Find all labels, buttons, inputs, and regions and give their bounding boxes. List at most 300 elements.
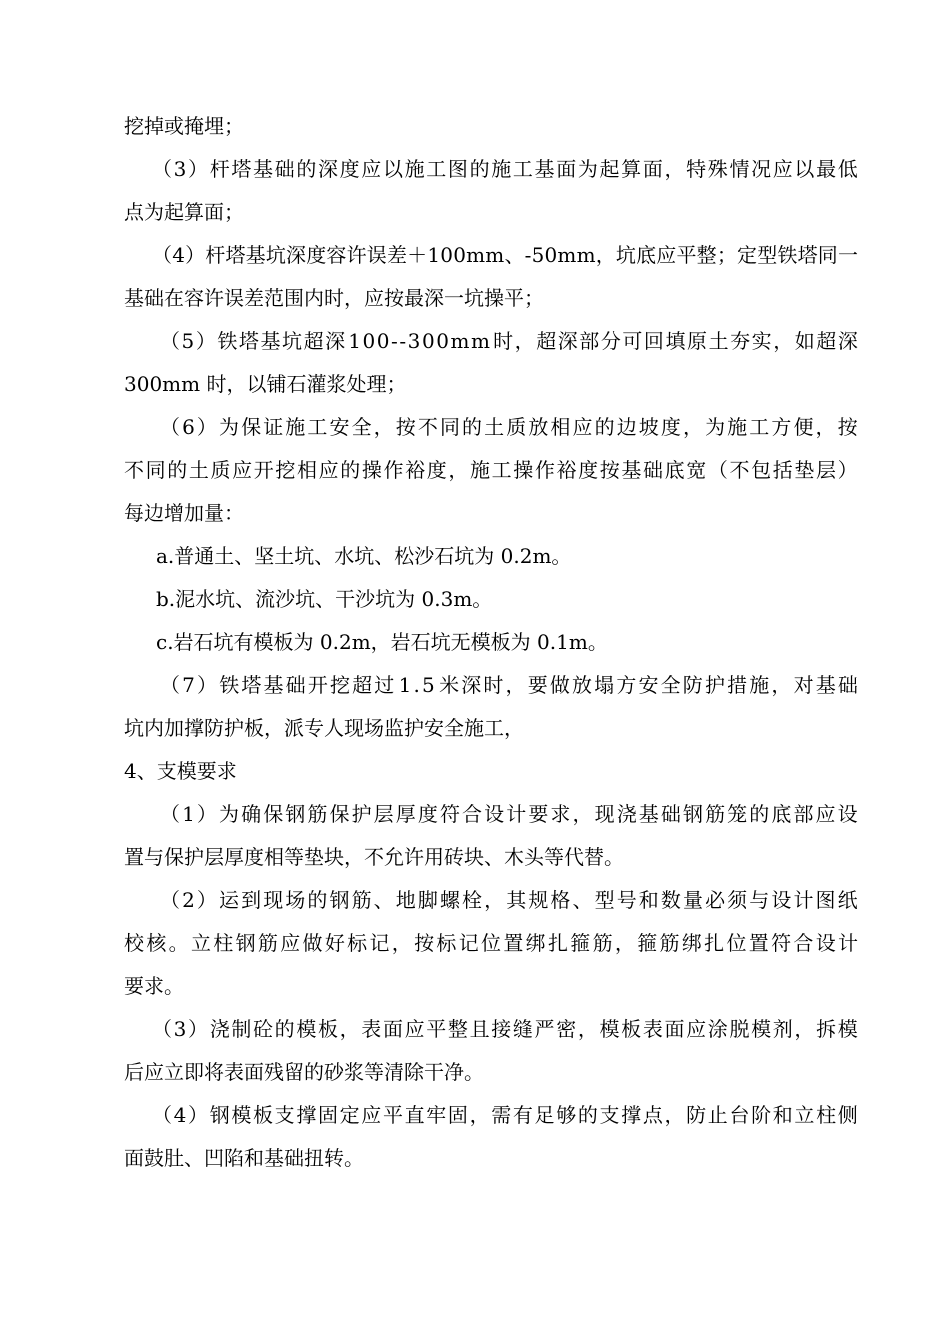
text-glyph: 作 (534, 458, 555, 482)
text-glyph: 定 (737, 243, 758, 267)
text-glyph: ， (469, 1103, 490, 1127)
text-glyph: 要 (527, 673, 548, 697)
text-glyph: 面 (664, 1017, 685, 1041)
text-glyph: 施 (285, 415, 306, 439)
text-glyph: 、 (504, 243, 525, 267)
text-glyph: 5 (422, 673, 435, 697)
text-line (124, 929, 858, 957)
text-glyph: ， (664, 157, 685, 181)
text-glyph: 垫 (794, 458, 815, 482)
text-glyph: 浇 (616, 802, 637, 826)
text-glyph: 裕 (556, 458, 577, 482)
text-glyph: 全 (351, 415, 372, 439)
text-glyph: 与 (749, 888, 770, 912)
text-glyph: 柱 (213, 931, 234, 955)
text-glyph: 点 (642, 1103, 663, 1127)
text-glyph: 操 (513, 458, 534, 482)
text-glyph: 且 (469, 1017, 490, 1041)
text-glyph: 面 (556, 157, 577, 181)
text-glyph: 塌 (594, 673, 615, 697)
text-glyph: 钢 (329, 888, 350, 912)
text-glyph: 设 (484, 802, 505, 826)
text-glyph: 护 (704, 673, 725, 697)
text-glyph: 殊 (707, 157, 728, 181)
text-glyph: 应 (404, 1017, 425, 1041)
text-glyph: 模 (231, 1103, 252, 1127)
text-glyph: 立 (190, 931, 211, 955)
text-glyph: 钢 (235, 931, 256, 955)
text-glyph: 米 (439, 673, 460, 697)
text-glyph: 施 (491, 157, 512, 181)
text-glyph: m (471, 329, 490, 353)
text-glyph: 措 (727, 673, 748, 697)
text-glyph: 厚 (395, 802, 416, 826)
text-glyph: 拆 (816, 1017, 837, 1041)
text-glyph: ， (572, 802, 593, 826)
text-glyph: ） (196, 415, 217, 439)
text-glyph: 质 (506, 415, 527, 439)
text-line (152, 241, 858, 269)
text-glyph: 可 (622, 329, 643, 353)
text-glyph: 剂 (772, 1017, 793, 1041)
text-glyph: 裕 (405, 458, 426, 482)
text-glyph: 填 (665, 329, 686, 353)
text-glyph: 质 (210, 458, 231, 482)
text-glyph: 对 (793, 673, 814, 697)
text-glyph: 筋 (351, 888, 372, 912)
text-glyph: 的 (167, 458, 188, 482)
text-glyph: 绑 (681, 931, 702, 955)
text-glyph: 土 (188, 458, 209, 482)
text-glyph: 面 (382, 1017, 403, 1041)
text-glyph: 基 (245, 243, 266, 267)
text-glyph: 支 (599, 1103, 620, 1127)
text-glyph: 记 (369, 931, 390, 955)
text-glyph: 定 (339, 1103, 360, 1127)
text-glyph: 。 (168, 931, 189, 955)
text-glyph: （ (160, 888, 180, 912)
text-glyph: 许 (346, 243, 367, 267)
text-glyph: 坡 (638, 415, 659, 439)
text-glyph: 必 (705, 888, 726, 912)
text-glyph: 按 (414, 931, 435, 955)
text-glyph: 实 (751, 329, 772, 353)
text-glyph: 同 (145, 458, 166, 482)
text-glyph: ， (448, 458, 469, 482)
text-glyph: 核 (146, 931, 167, 955)
text-glyph: 同 (817, 243, 838, 267)
text-glyph: 按 (599, 458, 620, 482)
text-glyph: 、 (572, 888, 593, 912)
text-glyph: 5 (531, 243, 545, 267)
text-glyph: . (413, 673, 420, 697)
text-glyph: 应 (318, 458, 339, 482)
text-glyph: 一 (837, 243, 858, 267)
text-glyph: 土 (484, 415, 505, 439)
text-glyph: 应 (686, 1017, 707, 1041)
text-glyph: ） (196, 802, 217, 826)
text-glyph: 础 (274, 157, 295, 181)
text-glyph: 原 (687, 329, 708, 353)
text-glyph: ） (188, 1017, 209, 1041)
text-glyph: 应 (656, 243, 677, 267)
text-glyph: 标 (436, 931, 457, 955)
text-glyph: 计 (506, 802, 527, 826)
text-glyph: 证 (263, 415, 284, 439)
text-glyph: 基 (534, 157, 555, 181)
text-glyph: （ (152, 243, 172, 267)
text-glyph: ） (195, 329, 216, 353)
text-glyph: 算 (621, 157, 642, 181)
text-glyph: 方 (616, 673, 637, 697)
text-glyph: 止 (707, 1103, 728, 1127)
text-glyph: （ (160, 329, 180, 353)
text-glyph: 过 (374, 673, 395, 697)
text-line (160, 413, 858, 441)
text-glyph: 深 (286, 243, 307, 267)
text-glyph: 置 (503, 931, 524, 955)
text-glyph: 以 (382, 157, 403, 181)
text-glyph: 工 (307, 415, 328, 439)
text-glyph: 设 (837, 802, 858, 826)
text-glyph: 底 (636, 243, 657, 267)
text-glyph: 7 (182, 673, 195, 697)
text-glyph: 格 (550, 888, 571, 912)
text-glyph: 全 (660, 673, 681, 697)
text-glyph: 表 (361, 1017, 382, 1041)
text-glyph: 1 (182, 802, 195, 826)
text-glyph: 应 (815, 802, 836, 826)
text-line (152, 1015, 858, 1043)
text-glyph: 深 (325, 329, 346, 353)
text-glyph: 求 (550, 802, 571, 826)
text-glyph: 箍 (570, 931, 591, 955)
text-glyph: 运 (219, 888, 240, 912)
text-glyph: 号 (616, 888, 637, 912)
text-glyph: 深 (837, 329, 858, 353)
text-glyph: （ (152, 1103, 172, 1127)
text-glyph: 基 (638, 802, 659, 826)
text-glyph: 钢 (209, 1103, 230, 1127)
text-glyph: 开 (307, 673, 328, 697)
text-glyph: 量 (682, 888, 703, 912)
text-glyph: 0 (440, 243, 454, 267)
text-glyph: 护 (351, 802, 372, 826)
text-glyph: 筋 (659, 931, 680, 955)
text-glyph: 的 (307, 888, 328, 912)
text-line: 基础在容许误差范围内时，应按最深一坑操平； (124, 286, 544, 310)
text-glyph: 固 (447, 1103, 468, 1127)
text-glyph: 放 (528, 415, 549, 439)
text-glyph: ） (197, 673, 218, 697)
text-glyph: 4 (172, 243, 185, 267)
text-glyph: 牢 (426, 1103, 447, 1127)
list-item: a.普通土、坚土坑、水坑、松沙石坑为 0.2m。 (156, 544, 572, 568)
text-glyph: ， (595, 243, 616, 267)
text-glyph: 接 (491, 1017, 512, 1041)
text-glyph: 铁 (219, 673, 240, 697)
text-glyph: 回 (643, 329, 664, 353)
text-glyph: 4 (173, 1103, 187, 1127)
text-glyph: 施 (727, 415, 748, 439)
text-glyph: 和 (638, 888, 659, 912)
text-glyph: 浇 (209, 1017, 230, 1041)
text-glyph: 基 (621, 458, 642, 482)
text-glyph: ＋ (407, 243, 428, 267)
text-glyph: 的 (462, 415, 483, 439)
text-glyph: 放 (572, 673, 592, 697)
text-glyph: （ (160, 673, 180, 697)
text-glyph: 筋 (257, 931, 278, 955)
text-glyph: 缝 (512, 1017, 533, 1041)
text-glyph: 规 (528, 888, 549, 912)
text-glyph: 板 (621, 1017, 642, 1041)
text-glyph: 杆 (209, 157, 230, 181)
text-glyph: 时 (483, 673, 504, 697)
text-glyph: 扎 (704, 931, 725, 955)
text-glyph: 况 (751, 157, 772, 181)
text-line (160, 886, 858, 914)
text-glyph: 基 (263, 673, 284, 697)
text-glyph: 应 (280, 931, 301, 955)
text-line (160, 800, 858, 828)
text-glyph: 3 (407, 329, 421, 353)
text-glyph: ， (614, 931, 635, 955)
text-glyph: 5 (181, 329, 195, 353)
text-glyph: 应 (772, 157, 793, 181)
text-glyph: 特 (686, 157, 707, 181)
text-glyph: 础 (660, 802, 681, 826)
text-glyph: 密 (556, 1017, 577, 1041)
text-glyph: 地 (395, 888, 416, 912)
text-glyph: 安 (329, 415, 350, 439)
text-glyph: 低 (837, 157, 858, 181)
text-glyph: ） (188, 157, 209, 181)
text-glyph: 板 (253, 1103, 274, 1127)
text-glyph: 深 (317, 157, 338, 181)
text-glyph: 需 (491, 1103, 512, 1127)
text-glyph: 计 (793, 888, 814, 912)
text-glyph: 度 (426, 458, 447, 482)
text-glyph: 足 (534, 1103, 555, 1127)
text-glyph: 括 (772, 458, 793, 482)
text-glyph: 模 (296, 1017, 317, 1041)
text-glyph: ， (664, 1103, 685, 1127)
text-glyph: 模 (751, 1017, 772, 1041)
text-glyph: 误 (366, 243, 387, 267)
text-glyph: ， (577, 1017, 598, 1041)
text-glyph: 施 (470, 458, 490, 482)
text-glyph: 工 (426, 157, 447, 181)
text-glyph: ， (391, 931, 412, 955)
text-glyph: 应 (361, 1103, 382, 1127)
text-glyph: ） (196, 888, 217, 912)
text-glyph: 制 (231, 1017, 252, 1041)
text-glyph: 础 (837, 673, 858, 697)
text-glyph: ； (716, 243, 737, 267)
text-glyph: m (450, 329, 470, 353)
text-glyph: 坑 (265, 243, 286, 267)
text-glyph: 模 (837, 1017, 858, 1041)
text-glyph: 保 (241, 415, 262, 439)
text-glyph: 型 (757, 243, 778, 267)
text-glyph: 平 (676, 243, 697, 267)
text-line: 面鼓肚、凹陷和基础扭转。 (124, 1146, 364, 1170)
text-glyph: （ (707, 458, 728, 482)
text-glyph: 塔 (241, 673, 262, 697)
text-glyph: ， (771, 673, 792, 697)
text-glyph: 模 (599, 1017, 620, 1041)
text-glyph: 应 (232, 458, 253, 482)
text-glyph: 工 (512, 157, 533, 181)
text-glyph: - (391, 329, 398, 353)
text-glyph: 分 (600, 329, 621, 353)
text-glyph: 板 (317, 1017, 338, 1041)
text-glyph: 现 (263, 888, 284, 912)
text-glyph: 其 (506, 888, 527, 912)
text-glyph: 符 (439, 802, 460, 826)
text-glyph: 整 (696, 243, 717, 267)
text-glyph: 应 (361, 157, 382, 181)
text-glyph: 不 (124, 458, 144, 482)
text-glyph: 坑 (615, 243, 636, 267)
text-glyph: 校 (124, 931, 144, 955)
text-glyph: 记 (458, 931, 479, 955)
text-glyph: 层 (373, 802, 394, 826)
text-glyph: 阶 (751, 1103, 772, 1127)
text-line: 300mm 时，以铺石灌浆处理； (124, 372, 407, 396)
text-line: 点为起算面； (124, 200, 244, 224)
text-glyph: 0 (544, 243, 558, 267)
text-glyph: 底 (664, 458, 685, 482)
text-glyph: 施 (749, 673, 770, 697)
text-glyph: ） (837, 458, 858, 482)
text-glyph: 的 (749, 802, 770, 826)
text-glyph: 设 (771, 888, 792, 912)
text-glyph: 0 (376, 329, 390, 353)
text-glyph: 差 (386, 243, 407, 267)
text-glyph: 度 (660, 415, 681, 439)
text-glyph: 固 (317, 1103, 338, 1127)
text-glyph: 置 (748, 931, 769, 955)
text-glyph: 合 (462, 802, 483, 826)
text-glyph: 坑 (282, 329, 303, 353)
text-glyph: （ (152, 1017, 172, 1041)
text-glyph: 的 (577, 1103, 598, 1127)
text-glyph: 位 (726, 931, 747, 955)
text-glyph: （ (160, 415, 180, 439)
text-glyph: 相 (550, 415, 571, 439)
text-glyph: 的 (274, 1017, 295, 1041)
text-glyph: 筋 (307, 802, 328, 826)
text-glyph: 度 (578, 458, 599, 482)
text-glyph: 位 (481, 931, 501, 955)
text-glyph: 挖 (275, 458, 296, 482)
text-glyph: 0 (436, 329, 449, 353)
text-glyph: 土 (708, 329, 729, 353)
text-glyph: 基 (253, 157, 274, 181)
text-glyph: 安 (638, 673, 659, 697)
text-glyph: 基 (260, 329, 281, 353)
text-glyph: 为 (705, 415, 726, 439)
text-glyph: 图 (815, 888, 836, 912)
text-glyph: 0 (453, 243, 466, 267)
text-glyph: 、 (373, 888, 394, 912)
text-glyph: 工 (491, 458, 512, 482)
text-glyph: 的 (594, 415, 615, 439)
text-glyph: 边 (616, 415, 637, 439)
text-glyph: 2 (182, 888, 195, 912)
text-glyph: 作 (383, 458, 404, 482)
text-glyph: 工 (749, 415, 770, 439)
text-line: 后应立即将表面残留的砂浆等清除干净。 (124, 1060, 484, 1084)
text-glyph: 部 (793, 802, 814, 826)
text-glyph: 表 (642, 1017, 663, 1041)
text-glyph: 超 (303, 329, 324, 353)
text-glyph: ） (188, 1103, 209, 1127)
text-glyph: 平 (426, 1017, 447, 1041)
text-glyph: 图 (447, 157, 468, 181)
text-glyph: 台 (729, 1103, 750, 1127)
text-glyph: 柱 (816, 1103, 837, 1127)
text-glyph: 立 (794, 1103, 815, 1127)
text-glyph: 防 (682, 673, 703, 697)
text-glyph: 起 (599, 157, 620, 181)
text-glyph: 宽 (686, 458, 707, 482)
text-glyph: 深 (461, 673, 482, 697)
text-glyph: ） (185, 243, 206, 267)
text-glyph: 便 (793, 415, 814, 439)
text-glyph: m (576, 243, 596, 267)
text-line: 坑内加撑防护板，派专人现场监护安全施工， (124, 716, 524, 740)
text-glyph: 面 (642, 157, 663, 181)
text-glyph: 箍 (637, 931, 658, 955)
text-glyph: 砼 (253, 1017, 274, 1041)
text-glyph: 和 (772, 1103, 793, 1127)
text-glyph: （ (152, 157, 172, 181)
text-line: 每边增加量： (124, 501, 244, 525)
text-glyph: （ (160, 802, 180, 826)
text-glyph: 计 (838, 931, 858, 955)
text-glyph: 杆 (205, 243, 226, 267)
text-glyph: 以 (794, 157, 815, 181)
text-glyph: 的 (340, 458, 361, 482)
text-glyph: 脚 (417, 888, 438, 912)
text-glyph: 型 (594, 888, 615, 912)
text-glyph: ， (373, 415, 394, 439)
text-glyph: 整 (447, 1017, 468, 1041)
text-glyph: 3 (173, 157, 187, 181)
text-line: 挖掉或掩埋； (124, 114, 244, 138)
text-glyph: 塔 (231, 157, 252, 181)
text-glyph: 保 (329, 802, 350, 826)
text-glyph: 开 (253, 458, 274, 482)
text-glyph: 脱 (729, 1017, 750, 1041)
text-line (160, 671, 858, 699)
text-glyph: 筋 (592, 931, 613, 955)
list-item: b.泥水坑、流沙坑、干沙坑为 0.3m。 (156, 587, 493, 611)
text-glyph: 如 (794, 329, 815, 353)
text-glyph: 塔 (238, 329, 259, 353)
text-glyph: 容 (326, 243, 347, 267)
text-glyph: 超 (816, 329, 837, 353)
text-line (152, 155, 858, 183)
text-glyph: 符 (771, 931, 792, 955)
text-glyph: 度 (339, 157, 360, 181)
text-glyph: 标 (347, 931, 368, 955)
text-glyph: 确 (241, 802, 262, 826)
text-glyph: 钢 (285, 802, 306, 826)
